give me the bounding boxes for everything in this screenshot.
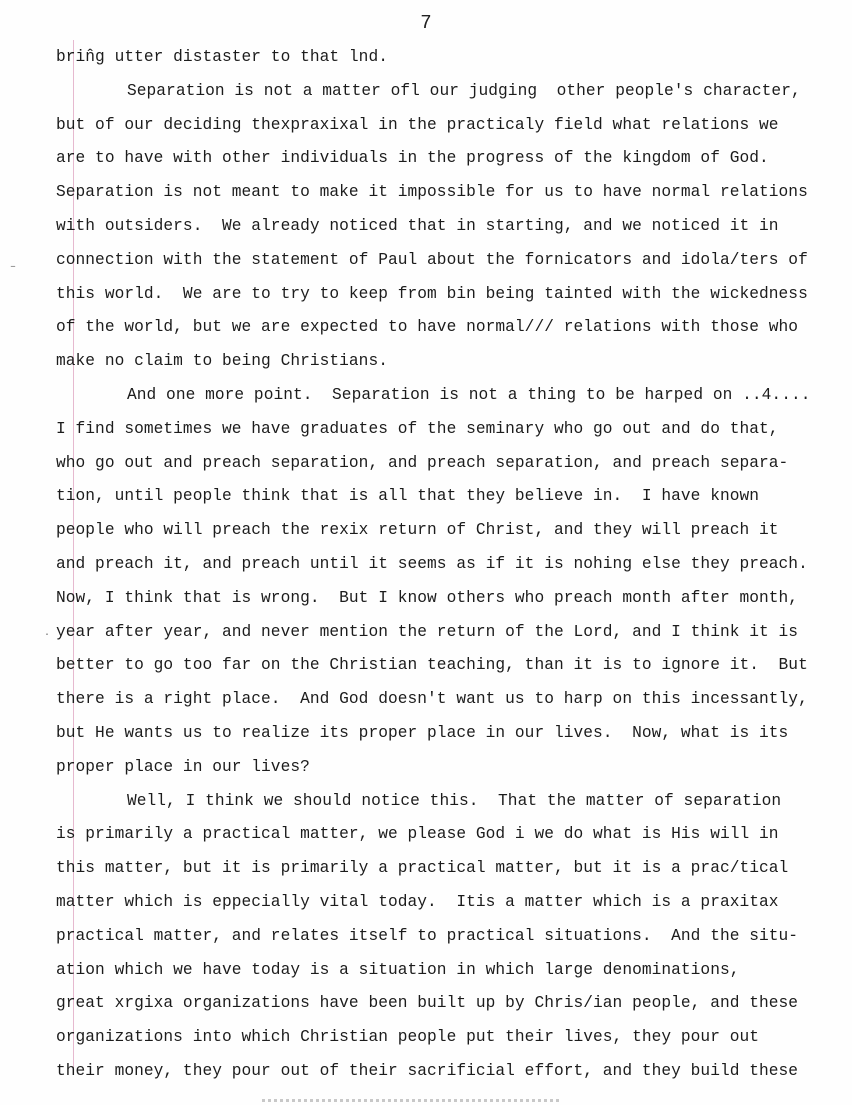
text-line: with outsiders. We already noticed that in starting, and we noticed it in	[56, 216, 779, 235]
text-line: but of our deciding thexpraxixal in the practicaly field what relations we	[56, 115, 779, 134]
text-line: organizations into which Christian people put their lives, they pour out	[56, 1028, 760, 1047]
text-line: ation which we have today is a situation in which large denominations,	[56, 960, 740, 979]
text-line: people who will preach the rexix return of Christ, and they will preach it	[56, 521, 779, 540]
text-line: make no claim to being Christians.	[56, 352, 388, 371]
text-line: is primarily a practical matter, we please God i we do what is His will in	[56, 825, 779, 844]
text-line: Separation is not meant to make it impossible for us to have normal relations	[56, 183, 808, 202]
text-line: better to go too far on the Christian teaching, than it is to ignore it. But	[56, 656, 808, 675]
text-line: who go out and preach separation, and preach separation, and preach separa-	[56, 453, 789, 472]
text-line: but He wants us to realize its proper place in our lives. Now, what is its	[56, 723, 789, 742]
text-line: year after year, and never mention the return of the Lord, and I think it is	[56, 622, 799, 641]
page-number: 7	[420, 12, 432, 34]
text-line: matter which is eppecially vital today. Itis a matter which is a praxitax	[56, 892, 779, 911]
footer-smudge	[262, 1099, 562, 1102]
text-line: and preach it, and preach until it seems as if it is nohing else they preach.	[56, 554, 808, 573]
text-line: their money, they pour out of their sacrificial effort, and they build these	[56, 1061, 799, 1080]
text-line: proper place in our lives?	[56, 757, 310, 776]
text-line: I find sometimes we have graduates of the seminary who go out and do that,	[56, 419, 779, 438]
typewritten-body	[56, 41, 846, 1089]
paragraph-start-line: Separation is not a matter ofl our judging other people's character,	[127, 81, 801, 100]
text-line: this world. We are to try to keep from bin being tainted with the wickedness	[56, 284, 808, 303]
text-line: practical matter, and relates itself to practical situations. And the situ-	[56, 926, 799, 945]
edge-mark-left: –	[10, 262, 17, 273]
paragraph-start-line: And one more point. Separation is not a thing to be harped on ..4....	[127, 385, 811, 404]
text-line: this matter, but it is primarily a practical matter, but it is a prac/tical	[56, 859, 789, 878]
edge-mark-left-lower: .	[44, 628, 51, 639]
text-line: there is a right place. And God doesn't want us to harp on this incessantly,	[56, 690, 808, 709]
text-line: brin̂g utter distaster to that lnd.	[56, 48, 388, 66]
text-line: of the world, but we are expected to have normal/// relations with those who	[56, 318, 799, 337]
text-line: tion, until people think that is all that they believe in. I have known	[56, 487, 760, 506]
text-line: great xrgixa organizations have been built up by Chris/ian people, and these	[56, 994, 799, 1013]
text-line: are to have with other individuals in the progress of the kingdom of God.	[56, 149, 769, 168]
paragraph-start-line: Well, I think we should notice this. That the matter of separation	[127, 791, 782, 810]
text-line: connection with the statement of Paul about the fornicators and idola/ters of	[56, 250, 808, 269]
text-line: Now, I think that is wrong. But I know others who preach month after month,	[56, 588, 799, 607]
